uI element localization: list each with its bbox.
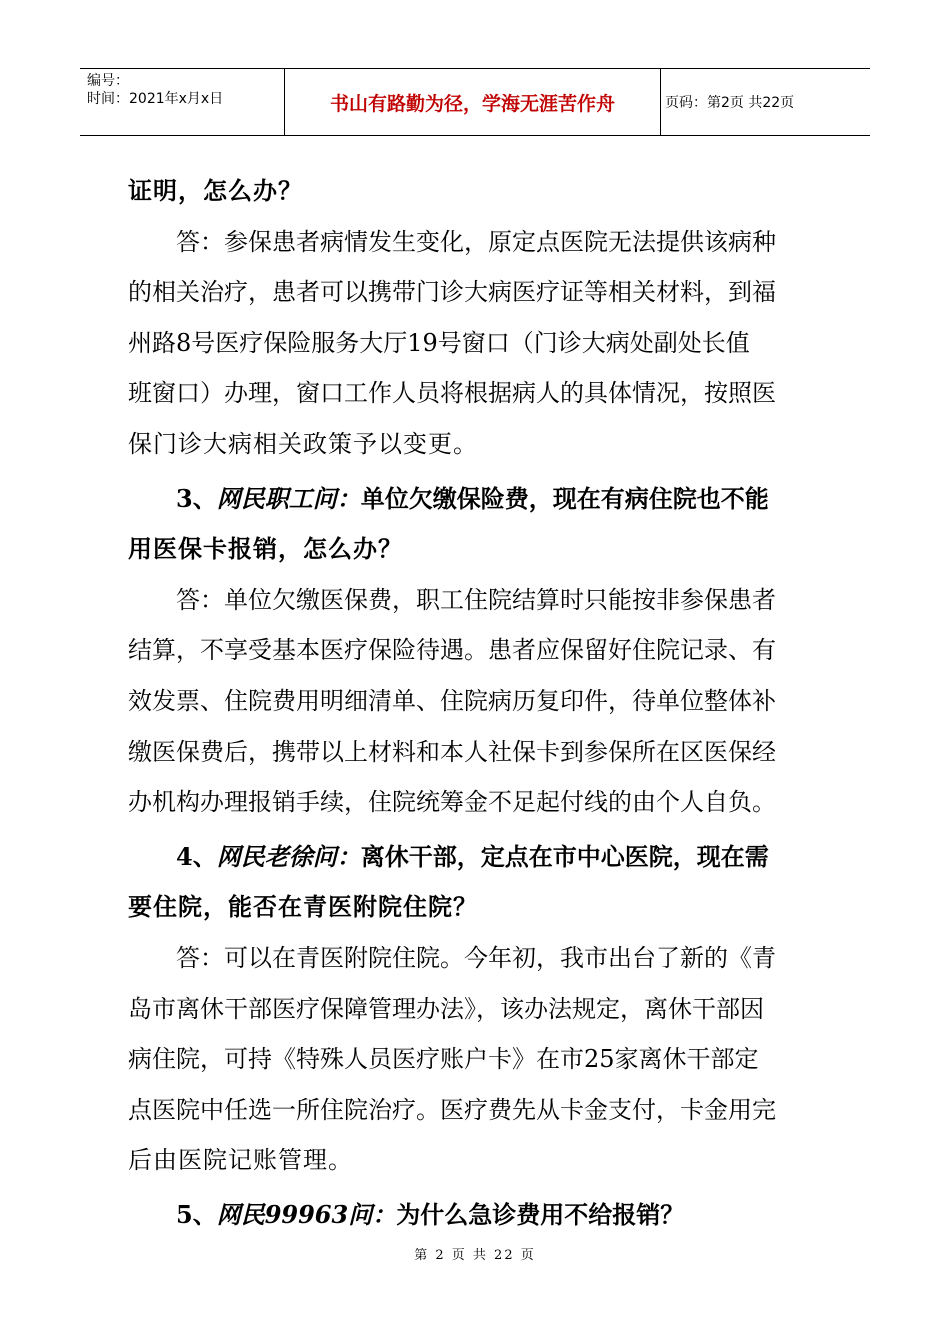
header-motto: 书山有路勤为径，学海无涯苦作舟 xyxy=(285,69,661,135)
question-heading xyxy=(128,474,822,525)
question-line: 证明，怎么办？ xyxy=(128,176,303,205)
answer-line: 点医院中任选一所住院治疗。医疗费先从卡金支付，卡金用完 xyxy=(128,1095,776,1124)
answer-line: 答：单位欠缴医保费，职工住院结算时只能按非参保患者 xyxy=(176,585,776,614)
question-text: 单位欠缴保险费，现在有病住院也不能 xyxy=(360,483,769,513)
question-text: 为什么急诊费用不给报销？ xyxy=(396,1199,685,1229)
page-footer: 第 2 页 共 22 页 xyxy=(414,1248,536,1263)
header-page-number: 页码：第2页 共22页 xyxy=(665,95,795,111)
answer-line: 班窗口）办理，窗口工作人员将根据病人的具体情况，按照医 xyxy=(128,379,776,408)
question-text: 离休干部，定点在市中心医院，现在需 xyxy=(360,841,769,871)
document-body xyxy=(128,166,822,1240)
question-asker: 网民职工问： xyxy=(216,483,361,513)
answer-line: 州路8号医疗保险服务大厅19号窗口（门诊大病处副处长值 xyxy=(128,328,750,357)
answer-line: 保门诊大病相关政策予以变更。 xyxy=(128,429,478,458)
question-number: 4、 xyxy=(176,841,217,871)
answer-line: 效发票、住院费用明细清单、住院病历复印件，待单位整体补 xyxy=(128,686,776,715)
question-asker: 网民99963问： xyxy=(216,1199,397,1229)
question-number: 5、 xyxy=(176,1199,217,1229)
answer-line: 答：可以在青医附院住院。今年初，我市出台了新的《青 xyxy=(176,943,776,972)
question-heading xyxy=(128,1190,822,1241)
answer-line: 病住院，可持《特殊人员医疗账户卡》在市25家离休干部定 xyxy=(128,1045,759,1074)
question-heading xyxy=(128,832,822,883)
header-meta xyxy=(80,69,285,135)
page-header xyxy=(80,68,870,136)
answer-line: 答：参保患者病情发生变化，原定点医院无法提供该病种 xyxy=(176,227,776,256)
question-line: 用医保卡报销，怎么办？ xyxy=(128,534,403,564)
answer-line: 后由医院记账管理。 xyxy=(128,1146,353,1175)
answer-line: 办机构办理报销手续，住院统筹金不足起付线的由个人自负。 xyxy=(128,788,776,817)
answer-line: 的相关治疗，患者可以携带门诊大病医疗证等相关材料，到福 xyxy=(128,278,776,307)
answer-line: 岛市离休干部医疗保障管理办法》，该办法规定，离休干部因 xyxy=(128,994,764,1023)
question-number: 3、 xyxy=(176,483,217,513)
answer-line: 结算，不享受基本医疗保险待遇。患者应保留好住院记录、有 xyxy=(128,636,776,665)
question-line: 要住院，能否在青医附院住院？ xyxy=(128,892,478,922)
document-date: 时间：2021年x月x日 xyxy=(87,91,224,107)
question-asker: 网民老徐问： xyxy=(216,841,361,871)
document-number: 编号： xyxy=(87,73,129,89)
answer-line: 缴医保费后，携带以上材料和本人社保卡到参保所在区医保经 xyxy=(128,737,776,766)
